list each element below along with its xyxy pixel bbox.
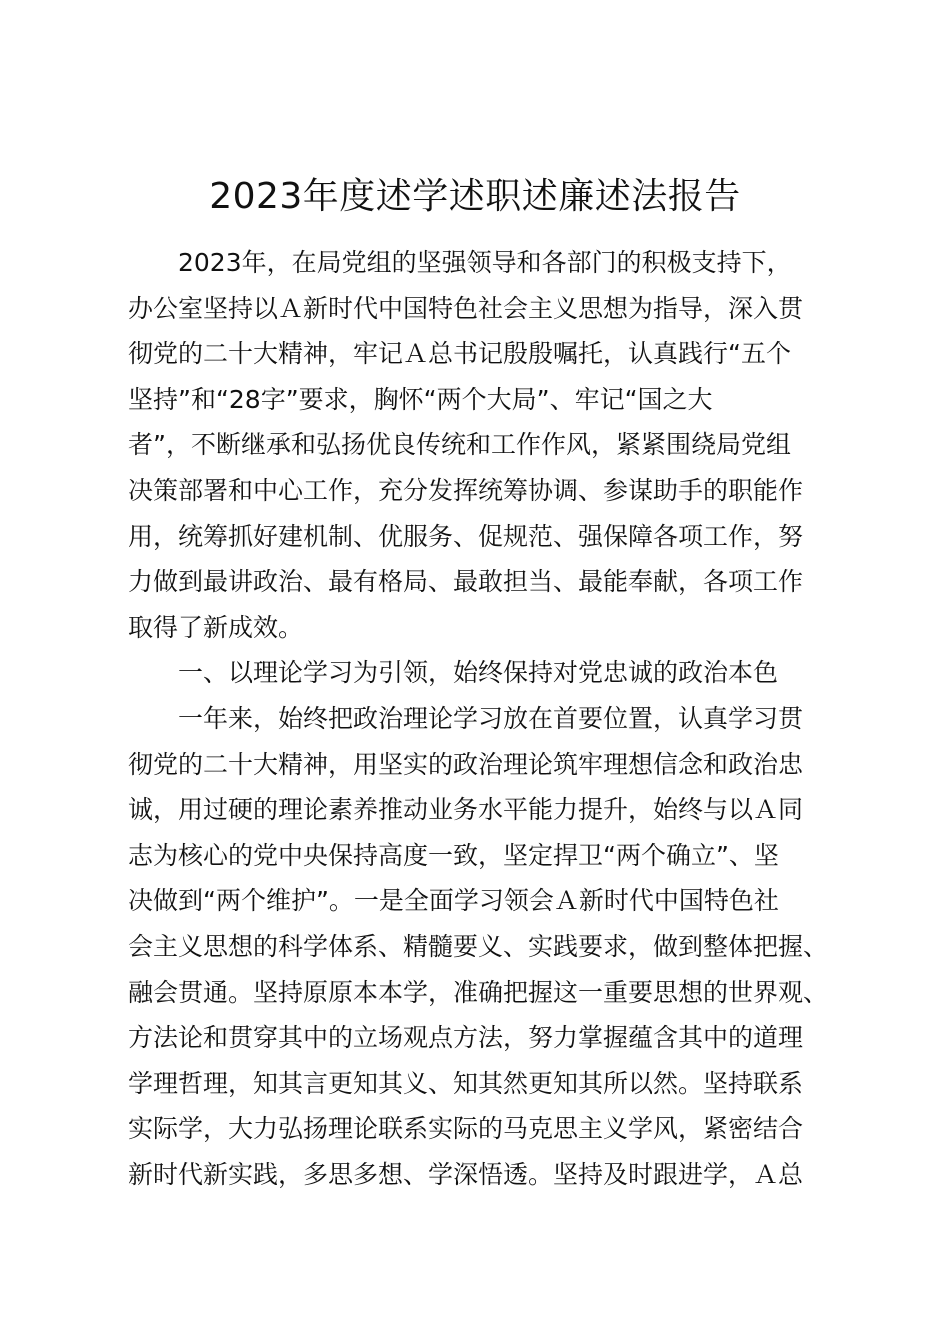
paragraph-line: 彻党的二十大精神，用坚实的政治理论筑牢理想信念和政治忠 [128, 749, 804, 779]
paragraph-line: 诚，用过硬的理论素养推动业务水平能力提升，始终与以Ａ同 [128, 795, 804, 825]
paragraph-line: 会主义思想的科学体系、精髓要义、实践要求，做到整体把握、 [128, 931, 829, 961]
paragraph-line: 新时代新实践，多思多想、学深悟透。坚持及时跟进学，Ａ总 [128, 1159, 804, 1189]
document-body [128, 240, 828, 1197]
paragraph-line: 志为核心的党中央保持高度一致，坚定捍卫“两个确立”、坚 [128, 840, 779, 870]
paragraph-line: 一年来，始终把政治理论学习放在首要位置，认真学习贯 [178, 703, 804, 733]
paragraph-line: 者”，不断继承和弘扬优良传统和工作作风，紧紧围绕局党组 [128, 430, 791, 460]
paragraph-line: 2023年，在局党组的坚强领导和各部门的积极支持下， [178, 248, 792, 277]
paragraph-line: 力做到最讲政治、最有格局、最敢担当、最能奉献，各项工作 [128, 567, 804, 597]
paragraph-line: 方法论和贯穿其中的立场观点方法，努力掌握蕴含其中的道理 [128, 1023, 804, 1053]
paragraph-line: 取得了新成效。 [128, 612, 304, 642]
paragraph-line: 彻党的二十大精神，牢记Ａ总书记殷殷嘱托，认真践行“五个 [128, 339, 791, 369]
paragraph-line: 融会贯通。坚持原原本本学，准确把握这一重要思想的世界观、 [128, 977, 829, 1007]
paragraph-line: 用，统筹抓好建机制、优服务、促规范、强保障各项工作，努 [128, 521, 804, 551]
paragraph-line: 决做到“两个维护”。一是全面学习领会Ａ新时代中国特色社 [128, 886, 779, 916]
paragraph-line: 办公室坚持以Ａ新时代中国特色社会主义思想为指导，深入贯 [128, 293, 804, 323]
paragraph-line: 实际学，大力弘扬理论联系实际的马克思主义学风，紧密结合 [128, 1114, 804, 1144]
paragraph-line: 决策部署和中心工作，充分发挥统筹协调、参谋助手的职能作 [128, 475, 804, 505]
paragraph-line: 学理哲理，知其言更知其义、知其然更知其所以然。坚持联系 [128, 1068, 804, 1098]
section-heading: 一、以理论学习为引领，始终保持对党忠诚的政治本色 [178, 658, 779, 688]
document-title: 2023年度述学述职述廉述法报告 [209, 176, 741, 217]
paragraph-line: 坚持”和“28字”要求，胸怀“两个大局”、牢记“国之大 [128, 384, 713, 414]
